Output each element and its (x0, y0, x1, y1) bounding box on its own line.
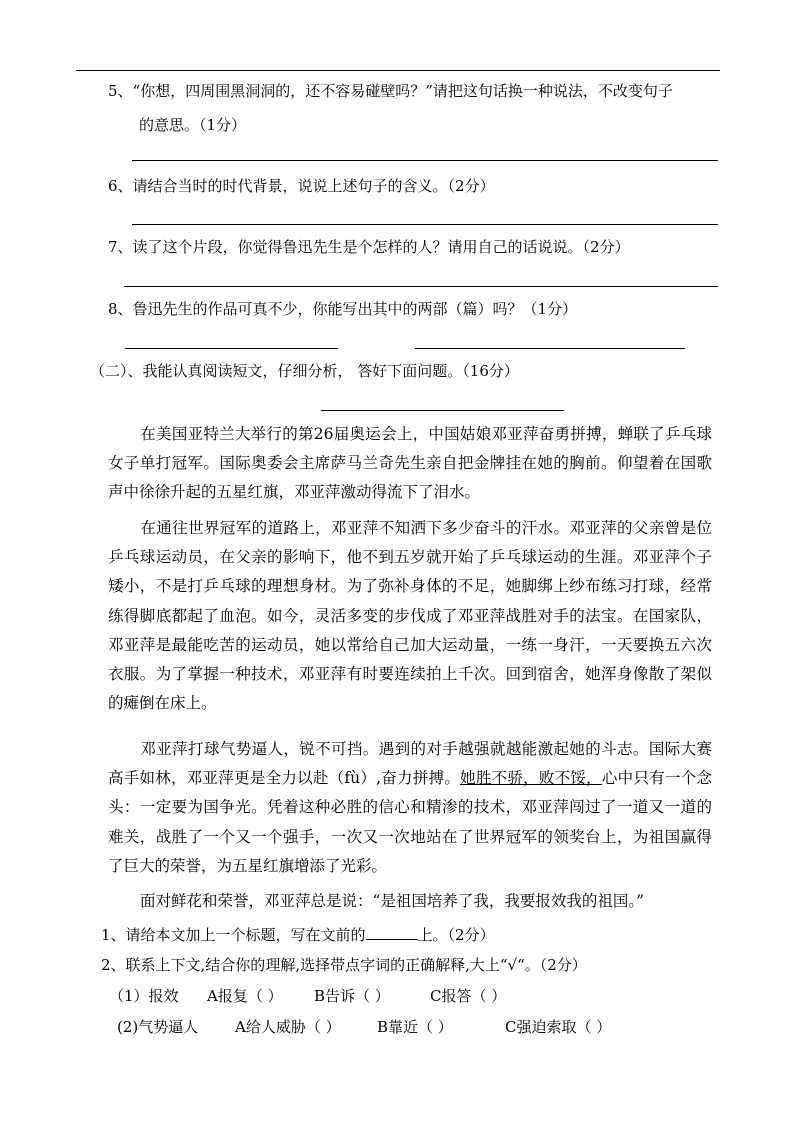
task-2-row1-option-a[interactable]: A报复（ ） (207, 987, 283, 1005)
answer-line-q7[interactable] (124, 286, 718, 287)
question-8: 8、鲁迅先生的作品可真不少，你能写出其中的两部（篇）吗？（1分） (108, 300, 578, 318)
section-2-heading: （二）、我能认真阅读短文，仔细分析， 答好下面问题。（16分） (90, 362, 519, 380)
task-2: 2、联系上下文,结合你的理解,选择带点字词的正确解释,大上“√“。（2分） (101, 956, 587, 974)
task-2-row1-label: （1）报效 (109, 987, 179, 1005)
question-7: 7、读了这个片段，你觉得鲁迅先生是个怎样的人？请用自己的话说说。（2分） (108, 238, 630, 256)
title-answer-line[interactable] (321, 410, 564, 411)
task-2-row2-option-a[interactable]: A给人威胁（ ） (235, 1018, 341, 1036)
question-6: 6、请结合当时的时代背景，说说上述句子的含义。（2分） (108, 177, 495, 195)
task-2-row2-option-c[interactable]: C强迫索取（ ） (505, 1018, 612, 1036)
task-2-row2-option-b[interactable]: B靠近（ ） (377, 1018, 453, 1036)
passage-paragraph-4: 面对鲜花和荣誉，邓亚萍总是说：“是祖国培养了我，我要报效我的祖国。” (140, 892, 645, 910)
passage-paragraph-1: 在美国亚特兰大举行的第26届奥运会上，中国姑娘邓亚萍奋勇拼搏，蝉联了乒乓球女子单打冠军。国际奥委会主席萨马兰奇先生亲自把金牌挂在她的胸前。仰望着在国歌声中徐徐升起的五星红旗，邓亚萍激动得流下了泪水。 (108, 425, 712, 502)
task-1: 1、请给本文加上一个标题，写在文前的 上。（2分） (101, 926, 495, 944)
question-5-line2: 的意思。（1分） (139, 116, 247, 134)
answer-line-q8-second[interactable] (415, 348, 685, 349)
answer-line-q8-first[interactable] (125, 348, 338, 349)
passage-paragraph-2: 在通往世界冠军的道路上，邓亚萍不知洒下多少奋斗的汗水。邓亚萍的父亲曾是位乒乓球运动员，在父亲的影响下，他不到五岁就开始了乒乓球运动的生涯。邓亚萍个子矮小，不是打乒乓球的理想身材。为了弥补身体的不足，她脚绑上纱布练习打球，经常练得脚底都起了血泡。如今，灵活多变的步伐成了邓亚萍战胜对手的法宝。在国家队，邓亚萍是最能吃苦的运动员，她以常给自己加大运动量，一练一身汗，一天要换五六次衣服。为了掌握一种技术，邓亚萍有时要连续拍上千次。回到宿舍，她浑身像散了架似的瘫倒在床上。 (108, 519, 712, 713)
task-1-blank[interactable] (366, 925, 418, 940)
underlined-phrase: 她胜不骄，败不馁， (460, 769, 602, 788)
question-5-line1: 5、“你想，四周围黑洞洞的，还不容易碰壁吗？”请把这句话换一种说法，不改变句子 (108, 82, 673, 100)
task-2-row1-option-c[interactable]: C报答（ ） (430, 987, 507, 1005)
answer-line-q6[interactable] (132, 224, 718, 225)
header-rule (76, 70, 720, 71)
task-2-row1-option-b[interactable]: B告诉（ ） (314, 987, 390, 1005)
answer-line-q5[interactable] (132, 160, 718, 161)
passage-paragraph-3: 邓亚萍打球气势逼人，锐不可挡。遇到的对手越强就越能激起她的斗志。国际大赛高手如林，邓亚萍更是全力以赴（fù）,奋力拼搏。她胜不骄，败不馁，心中只有一个念头：一定要为国争光。凭着这种必胜的信心和精渗的技术，邓亚萍闯过了一道又一道的难关，战胜了一个又一个强手，一次又一次地站在了世界冠军的领奖台上，为祖国赢得了巨大的荣誉，为五星红旗增添了光彩。 (108, 740, 712, 875)
task-2-row2-label: (2)气势逼人 (117, 1018, 199, 1036)
